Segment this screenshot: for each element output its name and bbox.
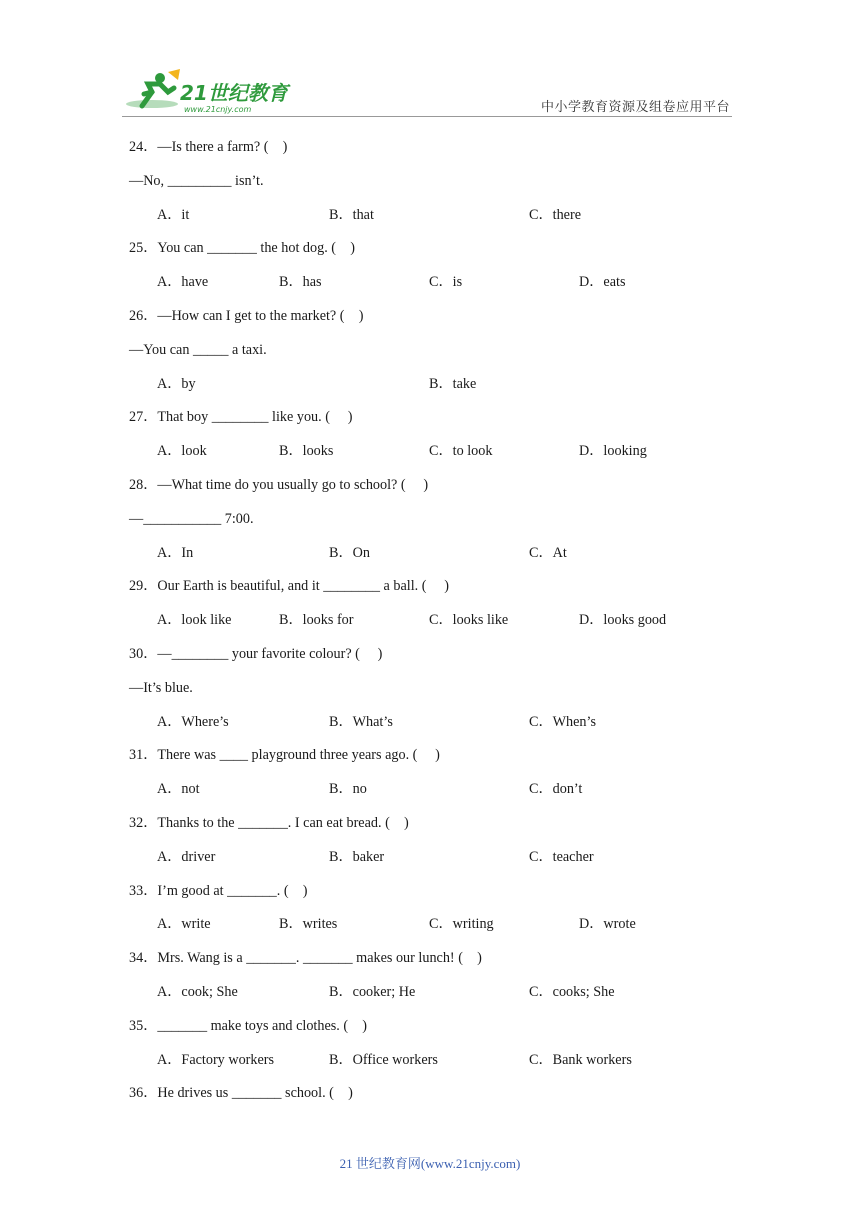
question-stem: 34．Mrs. Wang is a _______. _______ makes our lunch! ( )	[129, 950, 482, 967]
question-stem: 36．He drives us _______ school. ( )	[129, 1085, 353, 1102]
options-row	[129, 1049, 749, 1083]
option-choice[interactable]: C．cooks; She	[529, 983, 615, 1000]
option-choice[interactable]: A．In	[157, 544, 194, 561]
option-choice[interactable]: B．no	[329, 781, 367, 798]
option-choice[interactable]: D．eats	[579, 274, 626, 291]
option-choice[interactable]: C．When’s	[529, 713, 596, 730]
option-choice[interactable]: A．Factory workers	[157, 1051, 275, 1068]
question-answer-line: —You can _____ a taxi.	[129, 341, 267, 358]
option-choice[interactable]: A．it	[157, 206, 190, 223]
option-choice[interactable]: B．baker	[329, 848, 385, 865]
options-row	[129, 373, 749, 407]
option-choice[interactable]: D．looking	[579, 443, 647, 460]
options-row	[129, 542, 749, 576]
option-choice[interactable]: C．At	[529, 544, 567, 561]
option-choice[interactable]: C．writing	[429, 916, 494, 933]
options-row	[129, 440, 749, 474]
question-stem: 27．That boy ________ like you. ( )	[129, 409, 353, 426]
question-list	[129, 136, 749, 1116]
option-choice[interactable]: A．by	[157, 375, 196, 392]
site-tagline: 中小学教育资源及组卷应用平台	[540, 100, 730, 115]
option-choice[interactable]: A．driver	[157, 848, 216, 865]
option-choice[interactable]: A．cook; She	[157, 983, 238, 1000]
question-stem: 26．—How can I get to the market? ( )	[129, 307, 364, 324]
options-row	[129, 846, 749, 880]
svg-text:www.21cnjy.com: www.21cnjy.com	[184, 105, 252, 114]
option-choice[interactable]: C．looks like	[429, 612, 509, 629]
options-row	[129, 271, 749, 305]
option-choice[interactable]: B．looks for	[279, 612, 354, 629]
question-stem: 32．Thanks to the _______. I can eat bread. ( )	[129, 814, 409, 831]
options-row	[129, 913, 749, 947]
option-choice[interactable]: A．have	[157, 274, 209, 291]
options-row	[129, 778, 749, 812]
question-answer-line: —___________ 7:00.	[129, 510, 254, 527]
page-footer: 21 世纪教育网(www.21cnjy.com)	[339, 1156, 521, 1171]
option-choice[interactable]: A．look like	[157, 612, 232, 629]
option-choice[interactable]: C．there	[529, 206, 582, 223]
option-choice[interactable]: D．looks good	[579, 612, 667, 629]
question-answer-line: —It’s blue.	[129, 679, 193, 696]
options-row	[129, 981, 749, 1015]
option-choice[interactable]: C．teacher	[529, 848, 594, 865]
page-header	[0, 0, 860, 120]
question-stem: 30．—________ your favorite colour? ( )	[129, 645, 383, 662]
option-choice[interactable]: B．writes	[279, 916, 338, 933]
option-choice[interactable]: A．look	[157, 443, 207, 460]
option-choice[interactable]: D．wrote	[579, 916, 636, 933]
option-choice[interactable]: B．cooker; He	[329, 983, 416, 1000]
option-choice[interactable]: A．not	[157, 781, 200, 798]
option-choice[interactable]: B．looks	[279, 443, 334, 460]
option-choice[interactable]: C．don’t	[529, 781, 583, 798]
header-divider	[122, 116, 732, 117]
option-choice[interactable]: B．has	[279, 274, 322, 291]
option-choice[interactable]: A．Where’s	[157, 713, 229, 730]
option-choice[interactable]: C．to look	[429, 443, 493, 460]
site-logo	[122, 66, 292, 116]
option-choice[interactable]: B．take	[429, 375, 477, 392]
option-choice[interactable]: B．Office workers	[329, 1051, 438, 1068]
options-row	[129, 204, 749, 238]
question-stem: 25．You can _______ the hot dog. ( )	[129, 240, 355, 257]
question-stem: 35．_______ make toys and clothes. ( )	[129, 1017, 367, 1034]
option-choice[interactable]: B．On	[329, 544, 370, 561]
question-answer-line: —No, _________ isn’t.	[129, 172, 264, 189]
options-row	[129, 711, 749, 745]
option-choice[interactable]: C．Bank workers	[529, 1051, 632, 1068]
option-choice[interactable]: B．that	[329, 206, 374, 223]
question-stem: 29．Our Earth is beautiful, and it ________ a ball. ( )	[129, 578, 449, 595]
option-choice[interactable]: A．write	[157, 916, 211, 933]
question-stem: 33．I’m good at _______. ( )	[129, 882, 308, 899]
question-stem: 28．—What time do you usually go to school? ( )	[129, 476, 429, 493]
question-stem: 24．—Is there a farm? ( )	[129, 139, 288, 155]
svg-text:21世纪教育: 21世纪教育	[180, 81, 288, 105]
options-row	[129, 609, 749, 643]
question-stem: 31．There was ____ playground three years ago. ( )	[129, 747, 440, 764]
option-choice[interactable]: B．What’s	[329, 713, 393, 730]
option-choice[interactable]: C．is	[429, 274, 463, 291]
